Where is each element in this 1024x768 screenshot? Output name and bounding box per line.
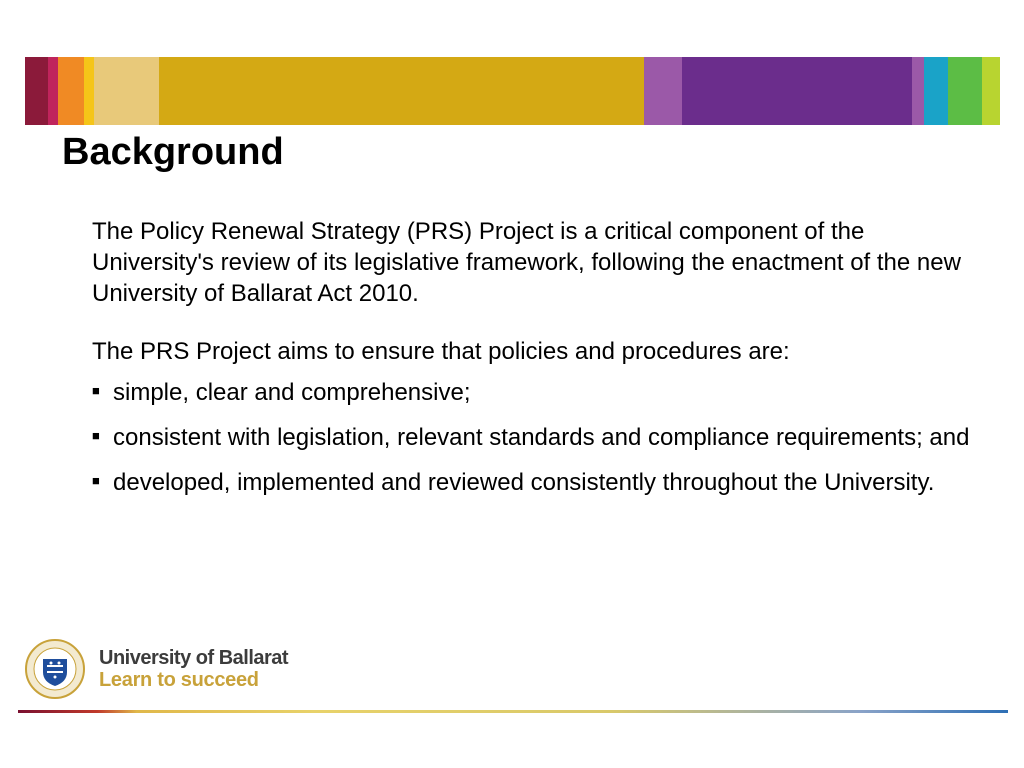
band-segment	[924, 57, 948, 125]
band-segment	[48, 57, 58, 125]
band-segment	[948, 57, 982, 125]
band-segment	[58, 57, 84, 125]
logo-wordmark	[99, 647, 288, 691]
band-segment	[159, 57, 644, 125]
band-segment	[94, 57, 159, 125]
aims-paragraph: The PRS Project aims to ensure that policies and procedures are:	[92, 338, 790, 365]
band-segment	[682, 57, 912, 125]
list-item	[92, 422, 972, 453]
square-bullet-icon: ■	[92, 428, 100, 443]
footer-divider	[18, 710, 1008, 713]
square-bullet-icon: ■	[92, 473, 100, 488]
square-bullet-icon: ■	[92, 383, 100, 398]
university-seal-icon	[25, 639, 85, 699]
band-segment	[25, 57, 48, 125]
slide-body	[92, 216, 972, 498]
list-item	[92, 377, 972, 408]
list-item-text: developed, implemented and reviewed consistently throughout the University.	[113, 469, 935, 496]
header-color-band	[25, 57, 1000, 125]
band-segment	[644, 57, 682, 125]
band-segment	[84, 57, 94, 125]
band-segment	[912, 57, 924, 125]
logo-name: University of Ballarat	[99, 647, 289, 669]
band-segment	[982, 57, 1000, 125]
logo-tagline: Learn to succeed	[99, 669, 259, 691]
slide-title: Background	[62, 131, 284, 173]
list-item	[92, 467, 972, 498]
university-logo	[25, 639, 288, 699]
intro-paragraph: The Policy Renewal Strategy (PRS) Project is a critical component of the University's review of its legislative framework, following the enactment of the new University of Ballarat Act 2010.	[92, 218, 961, 307]
list-item-text: consistent with legislation, relevant standards and compliance requirements; and	[113, 424, 970, 451]
list-item-text: simple, clear and comprehensive;	[113, 379, 471, 406]
